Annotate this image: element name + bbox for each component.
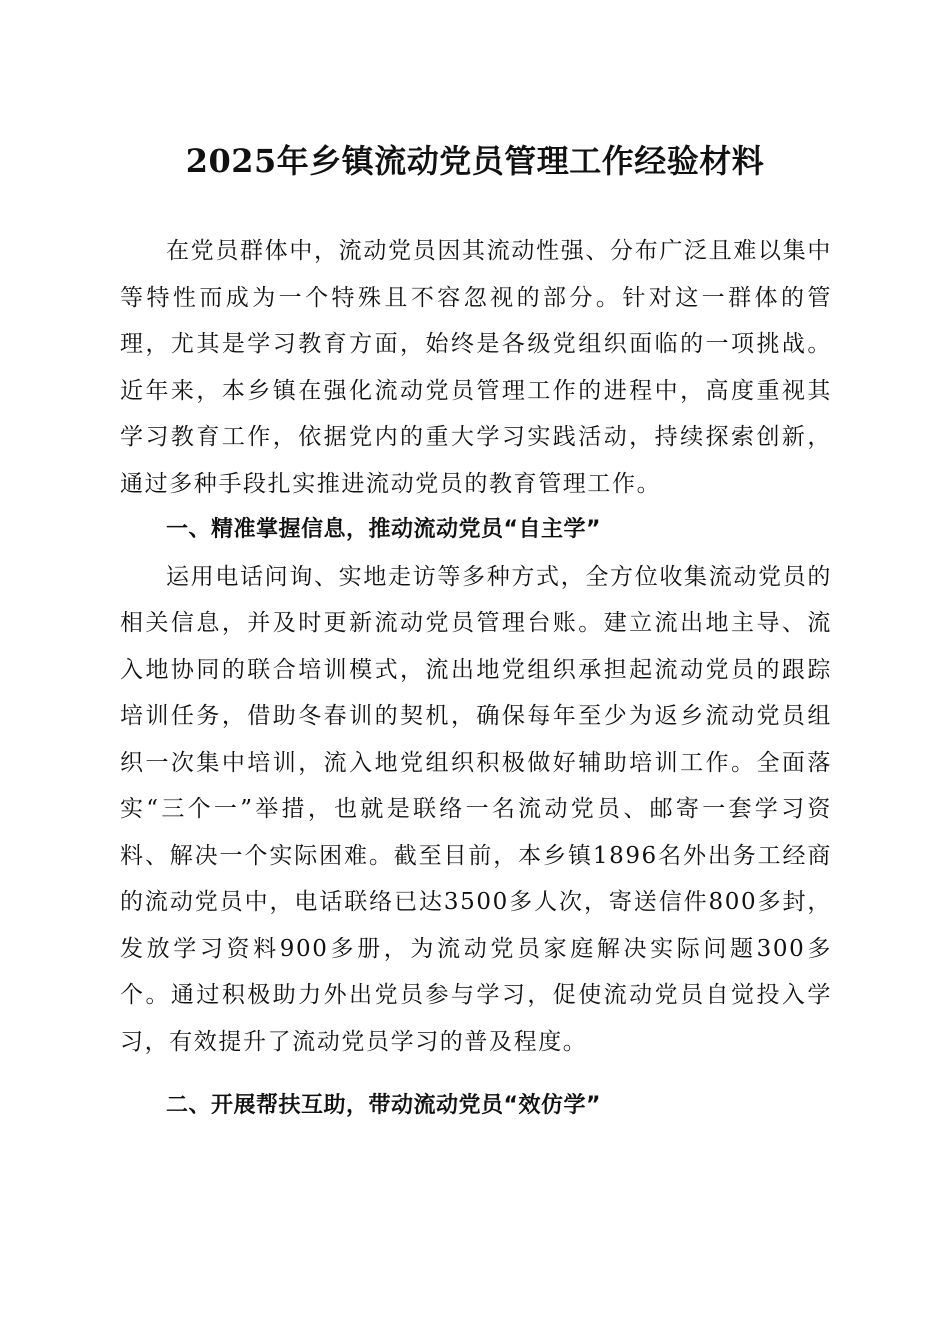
section-1-heading: 一、精准掌握信息，推动流动党员“自主学”	[166, 517, 601, 542]
document-title: 2025年乡镇流动党员管理工作经验材料	[185, 142, 765, 180]
document-body	[120, 228, 832, 1130]
intro-paragraph: 在党员群体中，流动党员因其流动性强、分布广泛且难以集中等特性而成为一个特殊且不容忽视的部分。针对这一群体的管理，尤其是学习教育方面，始终是各级党组织面临的一项挑战。近年来，本乡镇在强化流动党员管理工作的进程中，高度重视其学习教育工作，依据党内的重大学习实践活动，持续探索创新，通过多种手段扎实推进流动党员的教育管理工作。	[120, 238, 832, 497]
section-2-heading: 二、开展帮扶互助，带动流动党员“效仿学”	[166, 1093, 601, 1118]
section-1-paragraph: 运用电话问询、实地走访等多种方式，全方位收集流动党员的相关信息，并及时更新流动党员管理台账。建立流出地主导、流入地协同的联合培训模式，流出地党组织承担起流动党员的跟踪培训任务，借助冬春训的契机，确保每年至少为返乡流动党员组织一次集中培训，流入地党组织积极做好辅助培训工作。全面落实“三个一”举措，也就是联络一名流动党员、邮寄一套学习资料、解决一个实际困难。截至目前，本乡镇1896名外出务工经商的流动党员中，电话联络已达3500多人次，寄送信件800多封，发放学习资料900多册，为流动党员家庭解决实际问题300多个。通过积极助力外出党员参与学习，促使流动党员自觉投入学习，有效提升了流动党员学习的普及程度。	[120, 563, 832, 1055]
